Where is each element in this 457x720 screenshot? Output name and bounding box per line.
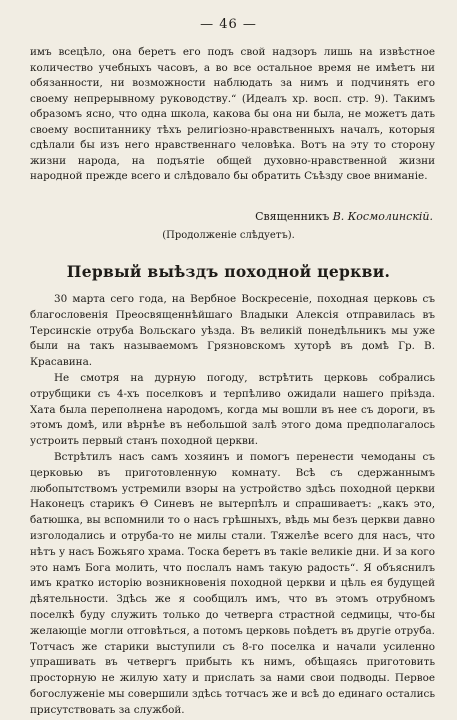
paragraph: 30 марта сего года, на Вербное Воскресеніе, походная церковь съ благословенія Преосвященнѣйшаго Владыки Алексія отправилась въ Терсинскіе отруба Вольскаго уѣзда. Въ великій понедѣльникъ мы уже были на такъ называемомъ Грязновскомъ хуторѣ въ домѣ Гр. В. Красавина. <box>30 293 435 369</box>
signature-name: В. Космолинскій. <box>332 210 433 223</box>
continued-paragraph: имъ всецѣло, она беретъ его подъ свой надзоръ лишь на извѣстное количество учебныхъ часовъ, а во все остальное время не имѣетъ ни обязанности, ни возможности наблюдать за нимъ и подчинять его своему непрерывному руководству.“ (Идеалъ хр. восп. стр. 9). Такимъ образомъ ясно, что одна школа, какова бы она ни была, не можетъ дать своему воспитаннику тѣхъ религіозно-нравственныхъ началъ, которыя сдѣлали бы изъ него нравственнаго человѣка. Вотъ на эту то сторону жизни народа, на подъятіе общей духовно-нравственной жизни народной прежде всего и слѣдовало бы обратить Съѣзду свое вниманіе. <box>30 46 435 182</box>
signature <box>30 210 433 223</box>
paragraph: Не смотря на дурную погоду, встрѣтить церковь собрались отрубщики съ 4-хъ поселковъ и терпѣливо ожидали нашего пріѣзда. Хата была переполнена народомъ, когда мы вошли въ нее съ дороги, въ этомъ домѣ, или вѣрнѣе въ небольшой залѣ этого дома предполагалось устроить первый станъ походной церкви. <box>30 371 435 448</box>
article-body <box>30 292 435 719</box>
signature-role: Священникъ <box>255 210 330 223</box>
article-heading: Первый выѣздъ походной церкви. <box>66 262 391 281</box>
continued-note: (Продолженіе слѣдуетъ). <box>162 230 295 241</box>
paragraph: Встрѣтилъ насъ самъ хозяинъ и помогъ перенести чемоданы съ церковью въ приготовленную комнату. Всѣ съ сдержаннымъ любопытствомъ устремили взоры на устройство здѣсь походной церкви Наконецъ старикъ Ѳ Синевъ не вытерпѣлъ и спрашиваетъ: „какъ это, батюшка, вы вспомнили то о насъ грѣшныхъ, вѣдь мы безъ церкви давно изголодались и отруба-то не милы стали. Тяжелѣе всего для насъ, что нѣтъ у насъ Божьяго храма. Тоска беретъ въ такіе великіе дни. И за кого это намъ Бога молить, что послалъ намъ такую радость“. Я объяснилъ имъ кратко исторію возникновенія походной церкви и цѣль ея будущей дѣятельности. Здѣсь же я сообщилъ имъ, что въ этомъ отрубномъ поселкѣ буду служить только до четверга страстной седмицы, что-бы желающіе могли отговѣться, а потомъ церковь поѣдетъ въ другіе отруба. Тотчасъ же старики выступили съ 8-го поселка и начали усиленно упрашивать въ четвергъ прибыть къ нимъ, обѣщаясь приготовить просторную не жилую хату и прислать за нами свои подводы. Первое богослуженіе мы совершили здѣсь тотчасъ же и всѣ до единаго остались присутствовать за службой. <box>30 450 435 716</box>
page-number: — 46 — <box>200 17 257 32</box>
